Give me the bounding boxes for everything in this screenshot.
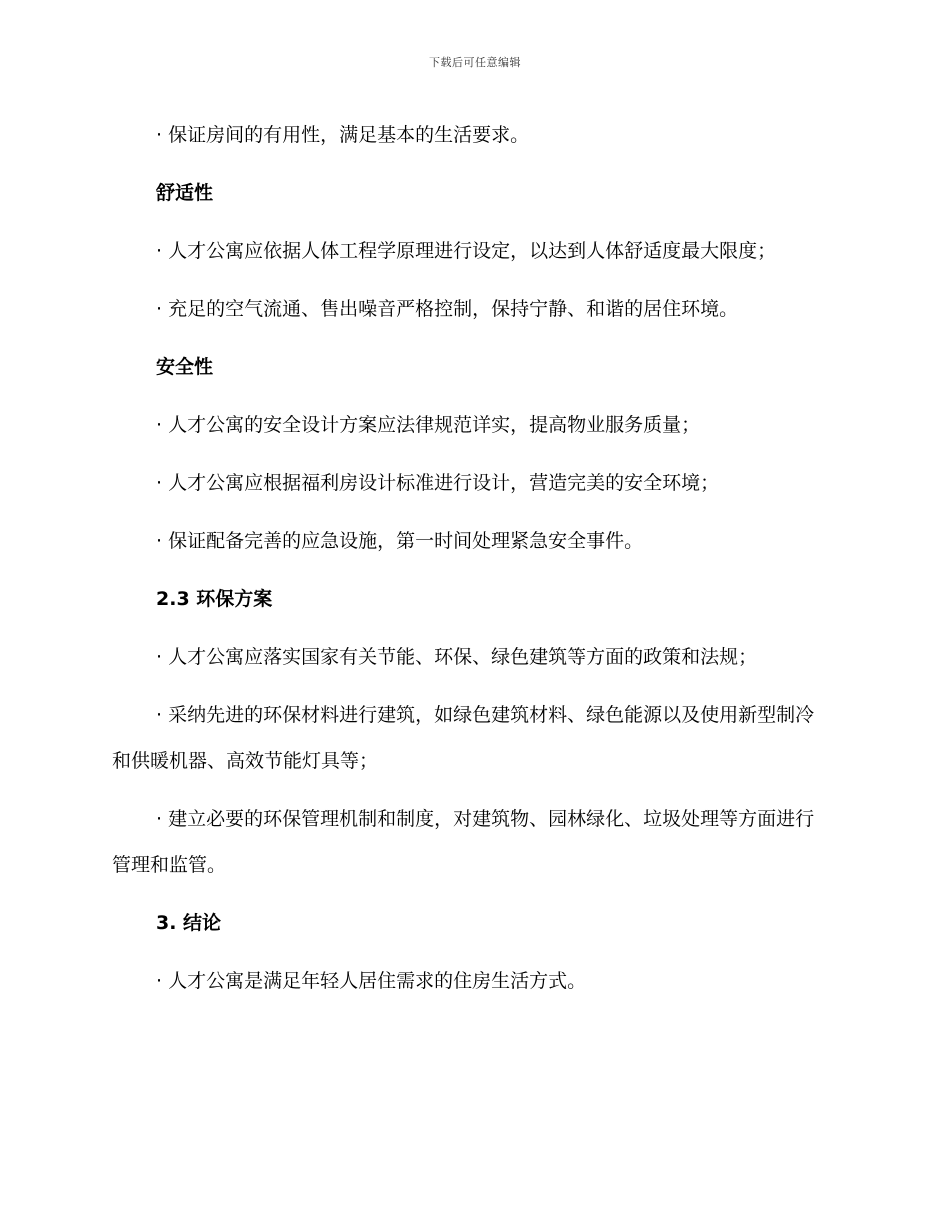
bullet-paragraph: · 建立必要的环保管理机制和制度，对建筑物、园林绿化、垃圾处理等方面进行管理和监管。 <box>112 808 815 876</box>
bullet-paragraph: · 人才公寓应落实国家有关节能、环保、绿色建筑等方面的政策和法规； <box>156 646 758 668</box>
bullet-paragraph: · 保证房间的有用性，满足基本的生活要求。 <box>156 124 530 146</box>
section-heading-conclusion: 3. 结论 <box>156 912 222 934</box>
bullet-paragraph: · 充足的空气流通、售出噪音严格控制，保持宁静、和谐的居住环境。 <box>156 298 739 320</box>
document-body <box>112 112 824 1016</box>
bullet-paragraph: · 人才公寓的安全设计方案应法律规范详实，提高物业服务质量； <box>156 414 701 436</box>
bullet-paragraph: · 人才公寓应根据福利房设计标准进行设计，营造完美的安全环境； <box>156 472 720 494</box>
section-heading-comfort: 舒适性 <box>156 182 214 204</box>
bullet-paragraph: · 采纳先进的环保材料进行建筑，如绿色建筑材料、绿色能源以及使用新型制冷和供暖机器、高效节能灯具等； <box>112 704 815 772</box>
bullet-paragraph: · 保证配备完善的应急设施，第一时间处理紧急安全事件。 <box>156 530 644 552</box>
bullet-paragraph: · 人才公寓应依据人体工程学原理进行设定，以达到人体舒适度最大限度； <box>156 240 777 262</box>
bullet-paragraph: · 人才公寓是满足年轻人居住需求的住房生活方式。 <box>156 970 587 992</box>
page-header: 下载后可任意编辑 <box>429 56 521 69</box>
section-heading-safety: 安全性 <box>156 356 214 378</box>
section-heading-environment: 2.3 环保方案 <box>156 588 273 610</box>
